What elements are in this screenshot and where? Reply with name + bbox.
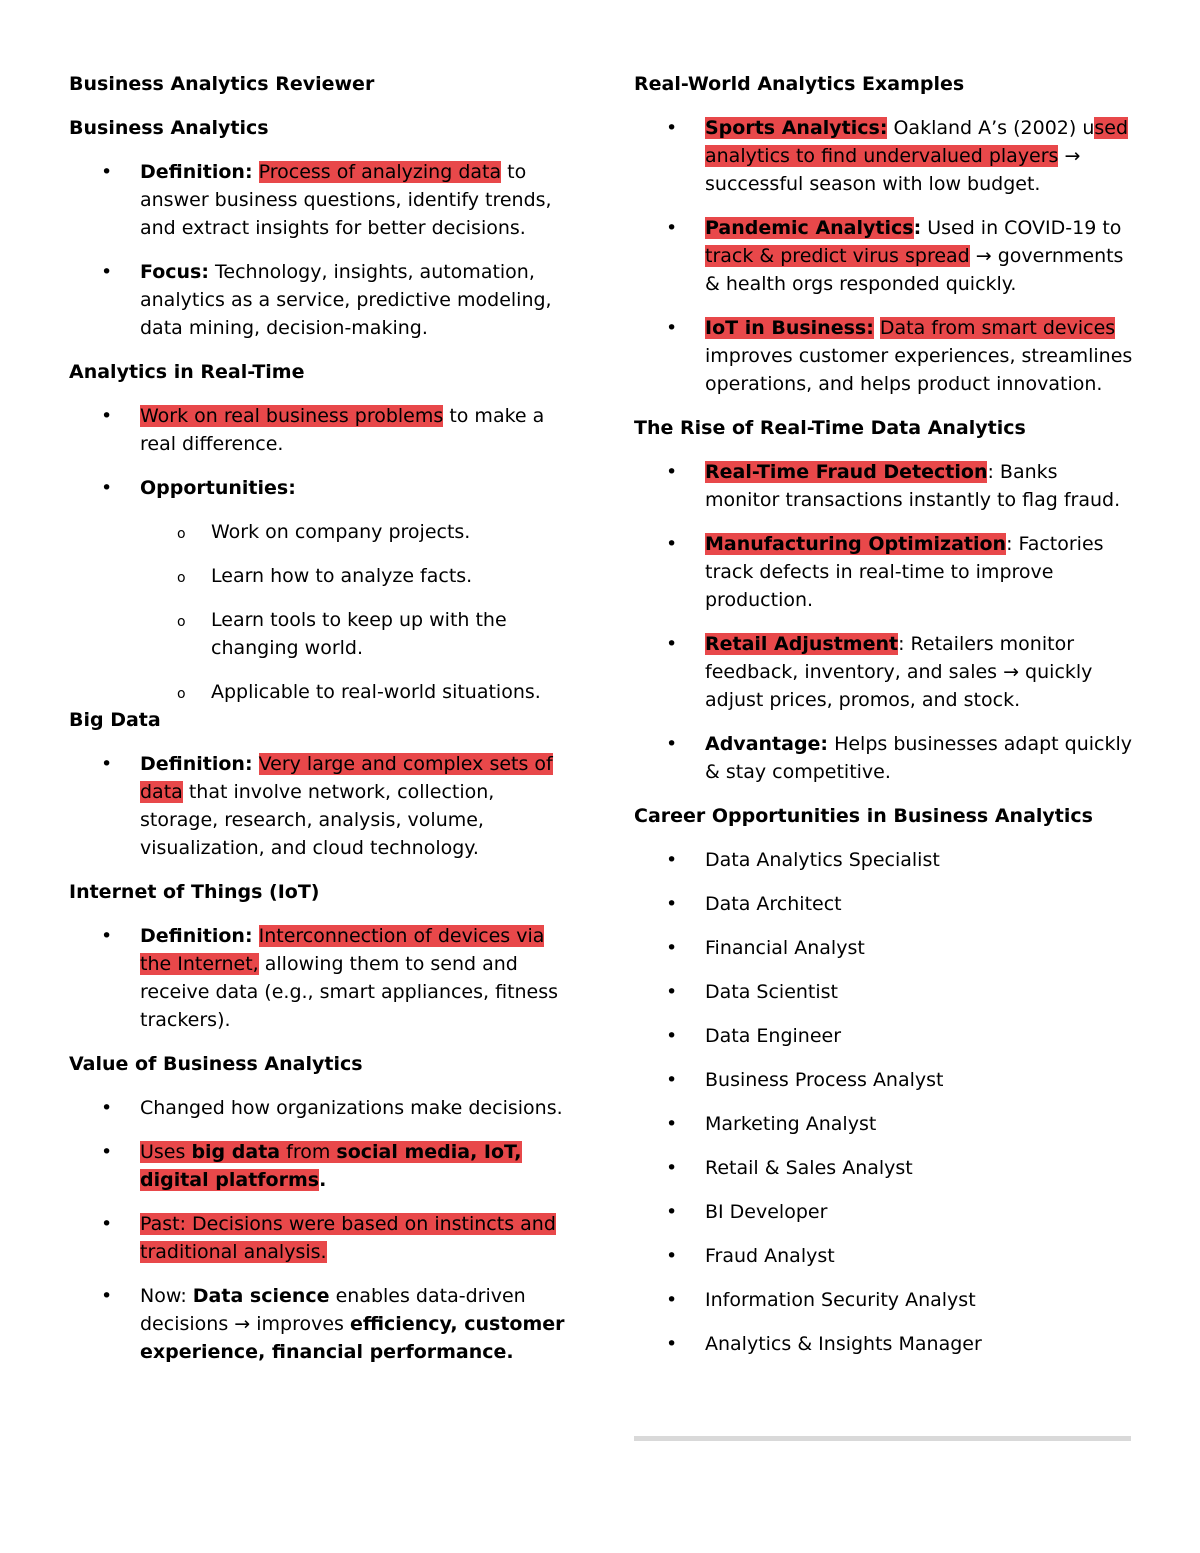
section-heading-business-analytics: Business Analytics: [69, 117, 269, 139]
section-heading-big-data: Big Data: [69, 709, 161, 731]
list-item: • Changed how organizations make decisions.: [69, 1094, 569, 1122]
list-item: • Definition: Very large and complex sets of data that involve network, collection, storage, research, analysis, volume, visualization, and cloud technology.: [69, 750, 569, 862]
highlight: Interconnection of devices via the Internet,: [140, 925, 545, 975]
sub-list-item: o Learn how to analyze facts.: [140, 562, 569, 590]
list-item: • Real-Time Fraud Detection: Banks monitor transactions instantly to flag fraud.: [634, 458, 1134, 514]
value-list: [69, 1094, 569, 1366]
list-item: • Advantage: Helps businesses adapt quickly & stay competitive.: [634, 730, 1134, 786]
section-heading-rise: The Rise of Real-Time Data Analytics: [634, 417, 1026, 439]
iot-list: [69, 922, 569, 1034]
highlight: Process of analyzing data: [258, 161, 502, 183]
list-item: • Work on real business problems to make a real difference.: [69, 402, 569, 458]
highlight: Very large and complex sets of data: [140, 753, 553, 803]
list-item: [69, 1210, 569, 1266]
list-item: • Focus: Technology, insights, automation, analytics as a service, predictive modeling, data mining, decision-making.: [69, 258, 569, 342]
list-item: • Retail Adjustment: Retailers monitor feedback, inventory, and sales → quickly adjust prices, promos, and stock.: [634, 630, 1134, 714]
list-item: • Manufacturing Optimization: Factories track defects in real-time to improve production.: [634, 530, 1134, 614]
sub-list-item: o Applicable to real-world situations.: [140, 678, 569, 706]
business-analytics-list: [69, 158, 569, 342]
section-heading-iot: Internet of Things (IoT): [69, 881, 320, 903]
sub-list-item: o Work on company projects.: [140, 518, 569, 546]
list-item: • Opportunities: o Work on company projects. o Learn how to analyze facts. o Learn tools to keep up with the changing world. o Applicable to real-world situations.: [69, 474, 569, 706]
highlight: Manufacturing Optimization: [705, 533, 1007, 555]
list-item: • Data Engineer: [634, 1022, 1134, 1050]
section-heading-career: Career Opportunities in Business Analytics: [634, 805, 1093, 827]
highlight: Work on real business problems: [140, 405, 444, 427]
list-item: • IoT in Business: Data from smart devices improves customer experiences, streamlines operations, and helps product innovation.: [634, 314, 1134, 398]
highlight: sed analytics to find undervalued players: [705, 117, 1129, 167]
opportunities-sublist: [140, 518, 569, 706]
highlight: Sports Analytics:: [705, 117, 888, 139]
highlight: Pandemic Analytics: [705, 217, 914, 239]
section-heading-real-world: Real-World Analytics Examples: [634, 73, 965, 95]
highlight: Real-Time Fraud Detection: [705, 461, 988, 483]
list-item: • Fraud Analyst: [634, 1242, 1134, 1270]
list-item: • Business Process Analyst: [634, 1066, 1134, 1094]
list-item: • Data Architect: [634, 890, 1134, 918]
big-data-list: [69, 750, 569, 862]
document-title: Business Analytics Reviewer: [69, 73, 375, 95]
list-item: • Definition: Process of analyzing data to answer business questions, identify trends, and extract insights for better decisions.: [69, 158, 569, 242]
list-item: • Now: Data science enables data-driven decisions → improves efficiency, customer experience, financial performance.: [69, 1282, 569, 1366]
list-item: • Analytics & Insights Manager: [634, 1330, 1134, 1358]
rise-list: [634, 458, 1134, 786]
list-item: • Definition: Interconnection of devices via the Internet, allowing them to send and receive data (e.g., smart appliances, fitness trackers).: [69, 922, 569, 1034]
page-divider: [634, 1436, 1131, 1441]
highlight: IoT in Business:: [705, 317, 874, 339]
list-item: • Pandemic Analytics: Used in COVID-19 to track & predict virus spread → governments & health orgs responded quickly.: [634, 214, 1134, 298]
list-item: • Financial Analyst: [634, 934, 1134, 962]
list-item: • Data Scientist: [634, 978, 1134, 1006]
list-item: • Marketing Analyst: [634, 1110, 1134, 1138]
section-heading-value: Value of Business Analytics: [69, 1053, 363, 1075]
list-item: • Sports Analytics: Oakland A’s (2002) used analytics to find undervalued players → successful season with low budget.: [634, 114, 1134, 198]
section-heading-analytics-real-time: Analytics in Real-Time: [69, 361, 305, 383]
highlight: Uses big data from social media, IoT, digital platforms: [140, 1141, 522, 1191]
highlight: Data from smart devices: [879, 317, 1116, 339]
list-item: • BI Developer: [634, 1198, 1134, 1226]
highlight: Retail Adjustment: [705, 633, 899, 655]
real-world-list: [634, 114, 1134, 398]
list-item: • Data Analytics Specialist: [634, 846, 1134, 874]
list-item: • Information Security Analyst: [634, 1286, 1134, 1314]
list-item: • Uses big data from social media, IoT, digital platforms.: [69, 1138, 569, 1194]
list-item: • Retail & Sales Analyst: [634, 1154, 1134, 1182]
real-time-list: [69, 402, 569, 706]
highlight: track & predict virus spread: [705, 245, 970, 267]
highlight: Past: Decisions were based on instincts and traditional analysis.: [140, 1213, 556, 1263]
sub-list-item: o Learn tools to keep up with the changing world.: [140, 606, 569, 662]
career-list: [634, 846, 1134, 1358]
left-column: [69, 70, 569, 1382]
right-column: [634, 70, 1134, 1374]
